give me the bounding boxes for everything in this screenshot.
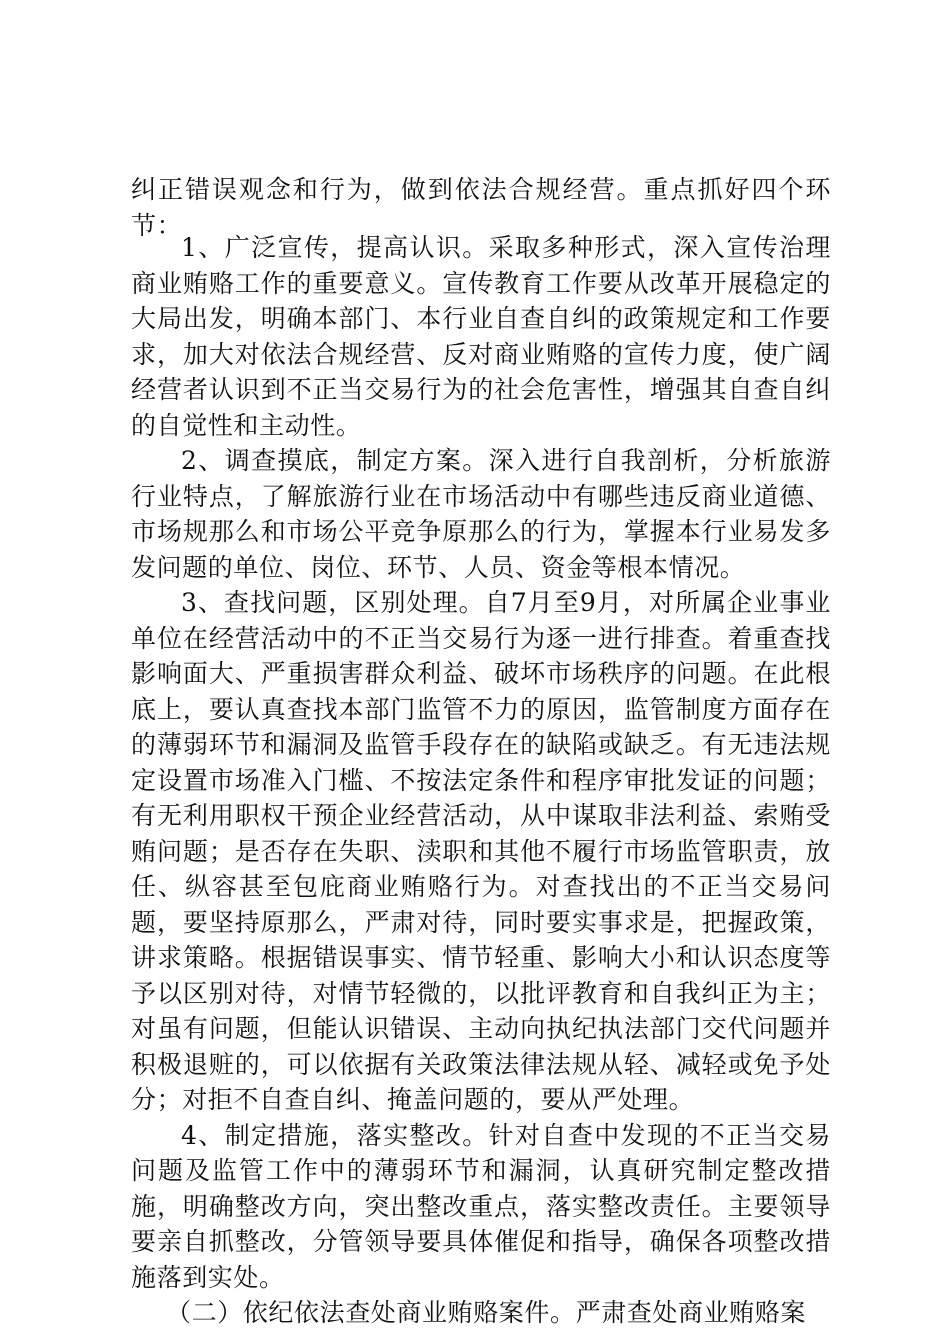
body-text	[131, 230, 831, 1331]
paragraph-4: 4、制定措施，落实整改。针对自查中发现的不正当交易问题及监管工作中的薄弱环节和漏洞，认真研究制定整改措施，明确整改方向，突出整改重点，落实整改责任。主要领导要亲自抓整改，分管领导要具体催促和指导，确保各项整改措施落到实处。	[131, 1120, 831, 1292]
paragraph-2: 2、调查摸底，制定方案。深入进行自我剖析，分析旅游行业特点，了解旅游行业在市场活动中有哪些违反商业道德、市场规那么和市场公平竞争原那么的行为，掌握本行业易发多发问题的单位、岗位、环节、人员、资金等根本情况。	[131, 446, 831, 582]
section-heading-line: （二）依纪依法查处商业贿赂案件。严肃查处商业贿赂案	[166, 1298, 807, 1327]
lead-paragraph: 纠正错误观念和行为，做到依法合规经营。重点抓好四个环节：	[131, 175, 831, 240]
paragraph-1: 1、广泛宣传，提高认识。采取多种形式，深入宣传治理商业贿赂工作的重要意义。宣传教育工作要从改革开展稳定的大局出发，明确本部门、本行业自查自纠的政策规定和工作要求，加大对依法合规经营、反对商业贿赂的宣传力度，使广阔经营者认识到不正当交易行为的社会危害性，增强其自查自纠的自觉性和主动性。	[131, 233, 831, 440]
paragraph-3: 3、查找问题，区别处理。自7月至9月，对所属企业事业单位在经营活动中的不正当交易行为逐一进行排查。着重查找影响面大、严重损害群众利益、破坏市场秩序的问题。在此根底上，要认真查找本部门监管不力的原因，监管制度方面存在的薄弱环节和漏洞及监管手段存在的缺陷或缺乏。有无违法规定设置市场准入门槛、不按法定条件和程序审批发证的问题；有无利用职权干预企业经营活动，从中谋取非法利益、索贿受贿问题；是否存在失职、渎职和其他不履行市场监管职责，放任、纵容甚至包庇商业贿赂行为。对查找出的不正当交易问题，要坚持原那么，严肃对待，同时要实事求是，把握政策，讲求策略。根据错误事实、情节轻重、影响大小和认识态度等予以区别对待，对情节轻微的，以批评教育和自我纠正为主；对虽有问题，但能认识错误、主动向执纪执法部门交代问题并积极退赃的，可以依据有关政策法律法规从轻、减轻或免予处分；对拒不自查自纠、掩盖问题的，要从严处理。	[131, 588, 831, 1114]
